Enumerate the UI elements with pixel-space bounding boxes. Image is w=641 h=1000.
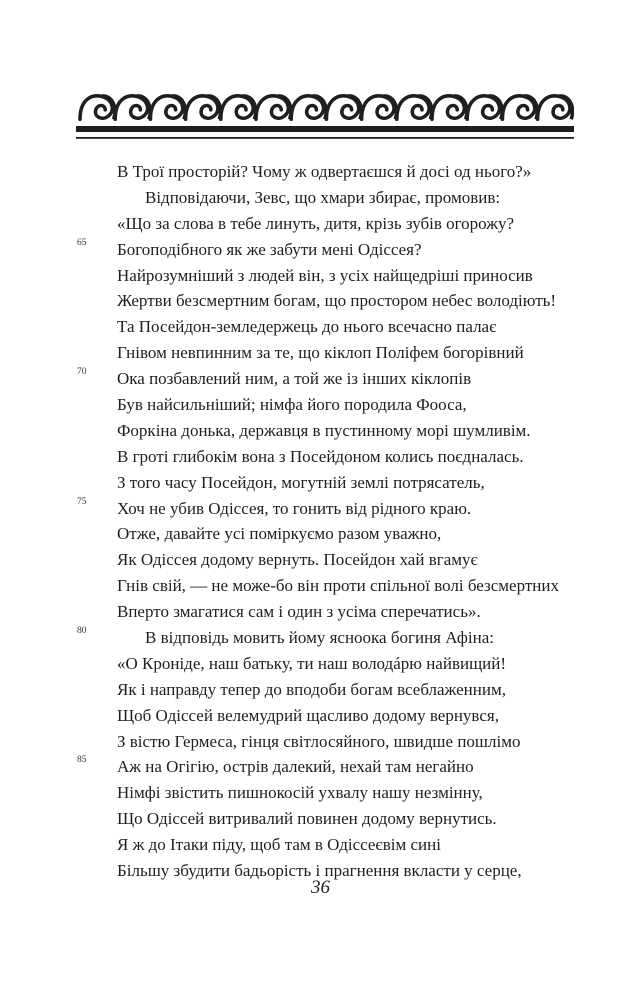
verse-block	[77, 159, 607, 884]
verse-text: Що Одіссей витривалий повинен додому вернутись.	[117, 809, 497, 829]
wave-scroll	[256, 96, 291, 119]
wave-scroll	[397, 96, 432, 119]
wave-scroll	[326, 96, 361, 119]
wave-scroll	[502, 96, 537, 119]
verse-line	[77, 496, 607, 522]
verse-text: В відповідь мовить йому ясноока богиня Афіна:	[145, 628, 494, 648]
verse-line	[117, 521, 607, 547]
verse-line	[117, 677, 607, 703]
verse-line	[77, 237, 607, 263]
verse-line	[117, 288, 607, 314]
wave-scroll	[538, 96, 573, 119]
verse-text: З того часу Посейдон, могутній землі потрясатель,	[117, 472, 485, 492]
verse-line	[77, 625, 607, 651]
verse-line	[117, 418, 607, 444]
wave-scroll	[432, 96, 467, 119]
verse-text: В гроті глибокім вона з Посейдоном колись поєдналась.	[117, 446, 524, 466]
verse-text: «Що за слова в тебе линуть, дитя, крізь зубів огорожу?	[117, 213, 515, 233]
verse-line	[117, 703, 607, 729]
verse-line	[117, 780, 607, 806]
verse-line	[117, 185, 607, 211]
verse-line	[117, 263, 607, 289]
verse-text: З вістю Гермеса, гінця світлосяйного, швидше пошлімо	[117, 731, 521, 751]
line-number: 80	[77, 626, 87, 637]
verse-text: Форкіна донька, державця в пустинному морі шумливім.	[117, 420, 531, 440]
verse-text: Щоб Одіссей велемудрий щасливо додому вернувся,	[117, 705, 499, 725]
verse-line	[117, 651, 607, 677]
verse-text: Найрозумніший з людей він, з усіх найщедріші приносив	[117, 265, 533, 285]
verse-text: Богоподібного як же забути мені Одіссея?	[117, 239, 422, 259]
verse-text: Вперто змагатися сам і один з усіма сперечатись».	[117, 602, 481, 622]
verse-text: Був найсильніший; німфа його породила Фооса,	[117, 395, 467, 415]
verse-text: Гнівом невпинним за те, що кіклоп Поліфем богорівний	[117, 343, 524, 363]
verse-text: Як і направду тепер до вподоби богам всеблаженним,	[117, 679, 506, 699]
verse-line	[117, 470, 607, 496]
page-number: 36	[311, 877, 330, 898]
verse-line	[117, 729, 607, 755]
verse-text: Отже, давайте усі поміркуємо разом уважно,	[117, 524, 442, 544]
verse-text: Відповідаючи, Зевс, що хмари збирає, промовив:	[145, 187, 501, 207]
verse-line	[117, 159, 607, 185]
wave-scroll	[362, 96, 397, 119]
wave-scroll	[291, 96, 326, 119]
verse-text: Хоч не убив Одіссея, то гонить від рідного краю.	[117, 498, 472, 518]
line-number: 85	[77, 755, 87, 766]
wave-scroll	[115, 96, 150, 119]
wave-scroll	[467, 96, 502, 119]
line-number: 65	[77, 237, 87, 248]
verse-line	[117, 340, 607, 366]
verse-line	[117, 547, 607, 573]
wave-pattern	[80, 96, 573, 119]
wave-ornament-border	[76, 84, 574, 144]
verse-text: Як Одіссея додому вернуть. Посейдон хай вгамує	[117, 550, 478, 570]
wave-scroll	[80, 96, 115, 119]
verse-line	[117, 806, 607, 832]
verse-line	[77, 754, 607, 780]
verse-text: Аж на Огігію, острів далекий, нехай там негайно	[117, 757, 474, 777]
verse-text: «О Кроніде, наш батьку, ти наш володáрю найвищий!	[117, 653, 507, 673]
wave-scroll	[150, 96, 185, 119]
verse-line	[77, 366, 607, 392]
verse-line	[117, 211, 607, 237]
verse-line	[117, 832, 607, 858]
verse-text: Німфі звістить пишнокосій ухвалу нашу незмінну,	[117, 783, 483, 803]
verse-line	[117, 314, 607, 340]
ornament-rule-thin	[76, 137, 574, 139]
verse-text: Жертви безсмертним богам, що простором небес володіють!	[117, 291, 557, 311]
verse-line	[117, 392, 607, 418]
verse-line	[117, 599, 607, 625]
verse-line	[117, 444, 607, 470]
verse-text: Та Посейдон-земледержець до нього всечасно палає	[117, 317, 497, 337]
verse-text: Більшу збудити бадьорість і прагнення вкласти у серце,	[117, 861, 522, 881]
verse-text: В Трої просторій? Чому ж одвертаєшся й досі од нього?»	[117, 162, 532, 181]
ornament-rule-thick	[76, 126, 574, 132]
verse-line	[117, 573, 607, 599]
verse-text: Я ж до Ітаки піду, щоб там в Одіссеєвім сині	[117, 835, 441, 855]
wave-scroll	[186, 96, 221, 119]
wave-scroll	[221, 96, 256, 119]
line-number: 70	[77, 367, 87, 378]
verse-text: Гнів свій, — не може-бо він проти спільної волі безсмертних	[117, 576, 559, 596]
verse-text: Ока позбавлений ним, а той же із інших кіклопів	[117, 369, 472, 389]
line-number: 75	[77, 496, 87, 507]
